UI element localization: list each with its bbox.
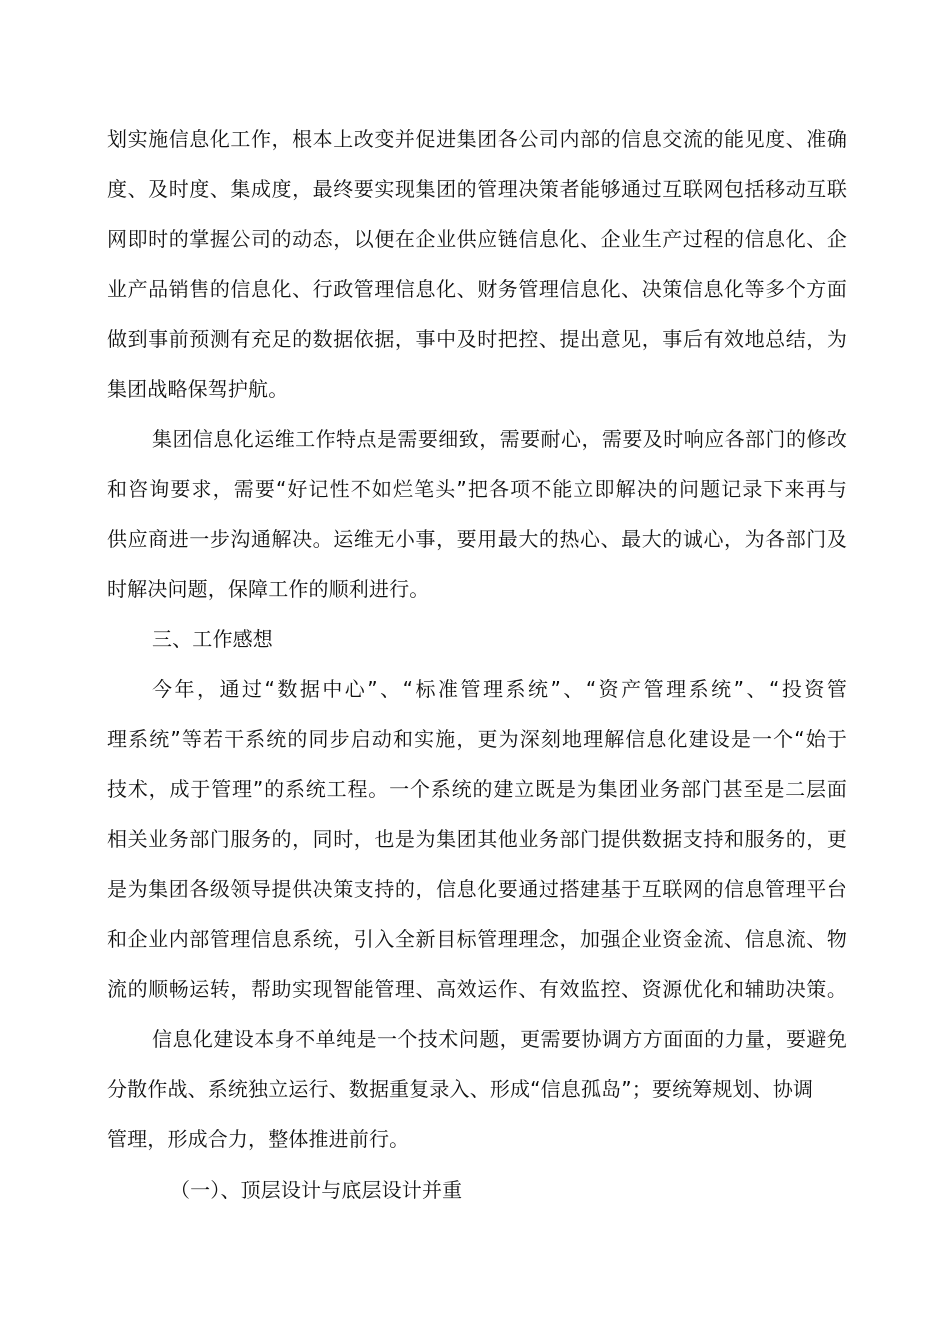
paragraph-line: 和咨询要求，需要“好记性不如烂笔头”把各项不能立即解决的问题记录下来再与: [107, 477, 847, 501]
paragraph-line: 分散作战、系统独立运行、数据重复录入、形成“信息孤岛”；要统筹规划、协调: [107, 1077, 814, 1101]
paragraph-line: 时解决问题，保障工作的顺利进行。: [107, 577, 430, 601]
paragraph-line: 业产品销售的信息化、行政管理信息化、财务管理信息化、决策信息化等多个方面: [107, 277, 847, 301]
paragraph-line: 理系统”等若干系统的同步启动和实施，更为深刻地理解信息化建设是一个“始于: [107, 727, 847, 751]
paragraph-line: 集团信息化运维工作特点是需要细致，需要耐心，需要及时响应各部门的修改: [152, 427, 847, 451]
subsection-heading: （一）、顶层设计与底层设计并重: [170, 1178, 463, 1202]
paragraph-line: 集团战略保驾护航。: [107, 377, 289, 401]
paragraph-line: 今年，通过“数据中心”、“标准管理系统”、“资产管理系统”、“投资管: [152, 677, 847, 701]
paragraph-line: 供应商进一步沟通解决。运维无小事，要用最大的热心、最大的诚心，为各部门及: [107, 527, 847, 551]
paragraph-line: 技术，成于管理”的系统工程。一个系统的建立既是为集团业务部门甚至是二层面: [107, 777, 847, 801]
paragraph-line: 是为集团各级领导提供决策支持的，信息化要通过搭建基于互联网的信息管理平台: [107, 877, 847, 901]
paragraph-line: 管理，形成合力，整体推进前行。: [107, 1127, 410, 1151]
paragraph-line: 和企业内部管理信息系统，引入全新目标管理理念，加强企业资金流、信息流、物: [107, 927, 847, 951]
section-heading: 三、工作感想: [152, 627, 273, 651]
paragraph-line: 网即时的掌握公司的动态，以便在企业供应链信息化、企业生产过程的信息化、企: [107, 227, 847, 251]
paragraph-line: 做到事前预测有充足的数据依据，事中及时把控、提出意见，事后有效地总结，为: [107, 327, 847, 351]
paragraph-line: 度、及时度、集成度，最终要实现集团的管理决策者能够通过互联网包括移动互联: [107, 177, 847, 201]
paragraph-line: 相关业务部门服务的，同时，也是为集团其他业务部门提供数据支持和服务的，更: [107, 827, 847, 851]
paragraph-line: 信息化建设本身不单纯是一个技术问题，更需要协调方方面面的力量，要避免: [152, 1027, 847, 1051]
paragraph-line: 划实施信息化工作，根本上改变并促进集团各公司内部的信息交流的能见度、准确: [107, 127, 847, 151]
paragraph-line: 流的顺畅运转，帮助实现智能管理、高效运作、有效监控、资源优化和辅助决策。: [107, 977, 847, 1001]
